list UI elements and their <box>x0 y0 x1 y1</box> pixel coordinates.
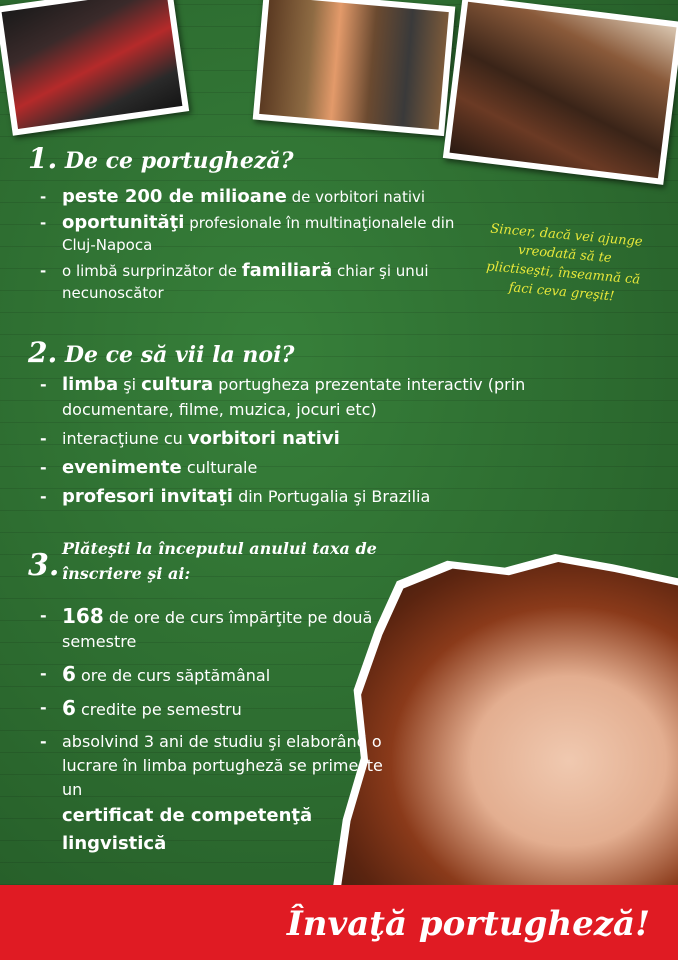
section2-title: De ce să vii la noi? <box>64 342 295 368</box>
section1-list <box>40 186 480 308</box>
list-item: - evenimente culturale <box>40 455 600 480</box>
section2-list <box>40 372 600 513</box>
section1-title: De ce portugheză? <box>64 148 294 174</box>
list-item: - limba şi cultura portugheza prezentate interactiv (prin documentare, filme, muzica, jocuri etc) <box>40 372 600 422</box>
list-item: - 168 de ore de curs împărţite pe două semestre <box>40 604 390 654</box>
section2-number: 2. <box>28 336 58 369</box>
section1-number: 1. <box>28 142 58 175</box>
section2-heading <box>28 336 294 369</box>
footer-slogan: Învaţă portugheză! <box>286 904 650 944</box>
list-item: - interacţiune cu vorbitori nativi <box>40 426 600 451</box>
photo-teachers-library <box>253 0 456 136</box>
list-item: - oportunităţi profesionale în multinaţionalele din Cluj-Napoca <box>40 212 480 256</box>
section3-title: Plăteşti la începutul anului taxa de înscriere şi ai: <box>62 539 377 583</box>
list-item: - profesori invitaţi din Portugalia şi Brazilia <box>40 484 600 509</box>
list-item: - absolvind 3 ani de studiu şi elaborând o lucrare în limba portugheză se primeşte un certificat de competenţă lingvistică <box>40 730 390 858</box>
certificate-highlight: certificat de competenţă lingvistică <box>62 805 313 854</box>
photo-library-audience <box>443 0 678 185</box>
aside-note: Sincer, dacă vei ajunge vreodată să te plictiseşti, înseamnă că faci ceva greşit! <box>485 221 644 305</box>
section3-list <box>40 604 390 866</box>
section1-heading <box>28 142 294 175</box>
list-item: - 6 ore de curs săptămânal <box>40 662 390 688</box>
list-item: - o limbă surprinzător de familiară chiar şi unui necunoscător <box>40 260 480 304</box>
list-item: - peste 200 de milioane de vorbitori nativi <box>40 186 480 208</box>
list-item: - 6 credite pe semestru <box>40 696 390 722</box>
section3-number: 3. <box>28 548 60 583</box>
